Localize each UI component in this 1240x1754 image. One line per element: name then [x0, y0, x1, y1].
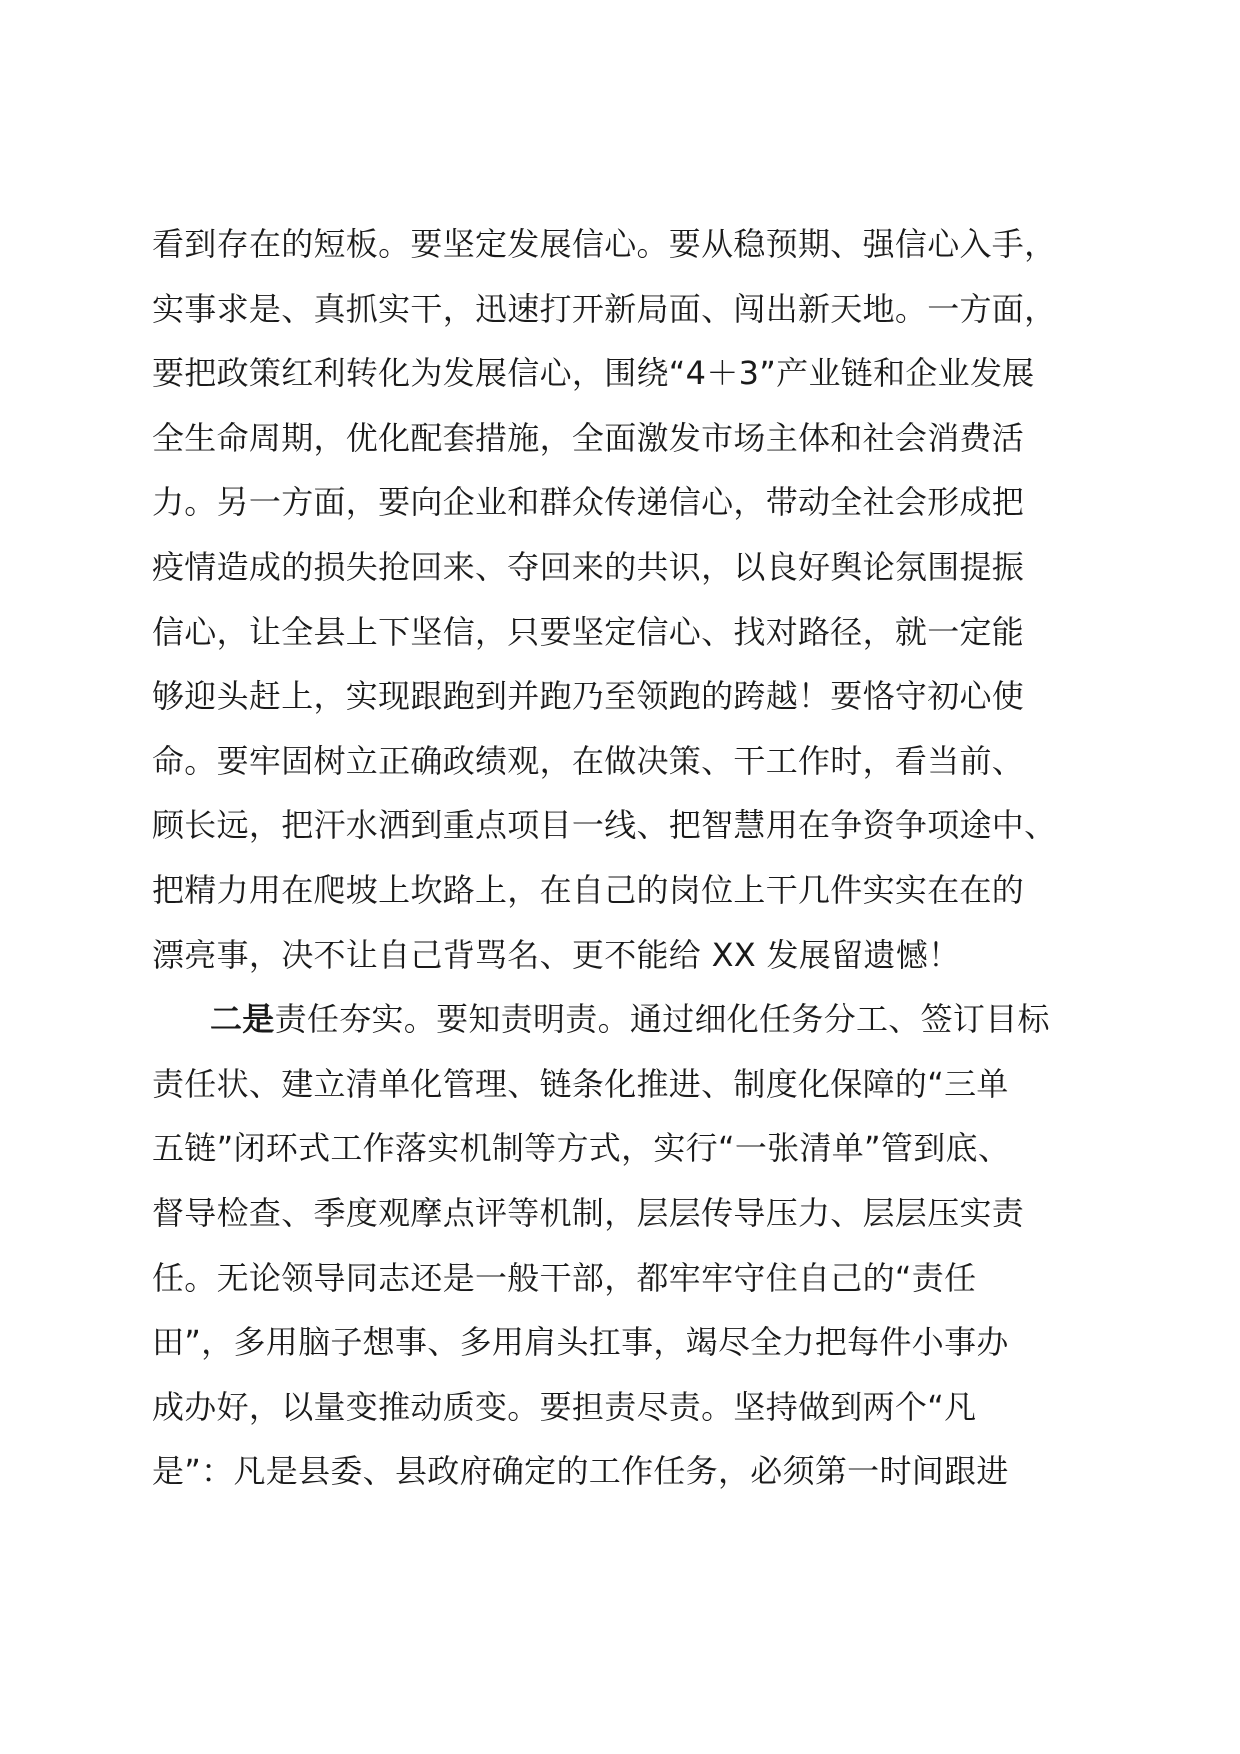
text-line: 疫情造成的损失抢回来、夺回来的共识，以良好舆论氛围提振	[152, 547, 1025, 586]
text-line: 命。要牢固树立正确政绩观，在做决策、干工作时，看当前、	[152, 741, 1025, 780]
text-line: 够迎头赶上，实现跟跑到并跑乃至领跑的跨越！要恪守初心使	[152, 677, 1025, 716]
text-line: 顾长远，把汗水洒到重点项目一线、把智慧用在争资争项途中、	[152, 806, 1057, 845]
text-line: 任。无论领导同志还是一般干部，都牢牢守住自己的“责任	[152, 1258, 977, 1297]
text-line: 是”：凡是县委、县政府确定的工作任务，必须第一时间跟进	[152, 1452, 1009, 1491]
text-line: 田”，多用脑子想事、多用肩头扛事，竭尽全力把每件小事办	[152, 1323, 1009, 1362]
paragraph-1	[152, 212, 1112, 987]
section-lead: 二是	[210, 1000, 275, 1039]
text-line: 信心，让全县上下坚信，只要坚定信心、找对路径，就一定能	[152, 612, 1025, 651]
text-line: 全生命周期，优化配套措施，全面激发市场主体和社会消费活	[152, 418, 1025, 457]
section-lead-rest: 责任夯实。要知责明责。通过细化任务分工、签订目标	[274, 1000, 1050, 1039]
text-line: 实事求是、真抓实干，迅速打开新局面、闯出新天地。一方面，	[152, 289, 1057, 328]
text-line: 漂亮事，决不让自己背骂名、更不能给 XX 发展留遗憾！	[152, 935, 961, 974]
document-body	[152, 212, 1112, 1504]
paragraph-2	[152, 987, 1112, 1504]
text-line: 督导检查、季度观摩点评等机制，层层传导压力、层层压实责	[152, 1193, 1025, 1232]
text-line: 责任状、建立清单化管理、链条化推进、制度化保障的“三单	[152, 1064, 1009, 1103]
text-line-first	[152, 987, 1112, 1052]
text-line: 力。另一方面，要向企业和群众传递信心，带动全社会形成把	[152, 483, 1025, 522]
text-line: 五链”闭环式工作落实机制等方式，实行“一张清单”管到底、	[152, 1129, 1011, 1168]
text-line: 要把政策红利转化为发展信心，围绕“4＋3”产业链和企业发展	[152, 354, 1035, 393]
text-line: 成办好，以量变推动质变。要担责尽责。坚持做到两个“凡	[152, 1387, 977, 1426]
text-line: 看到存在的短板。要坚定发展信心。要从稳预期、强信心入手，	[152, 225, 1057, 263]
text-line: 把精力用在爬坡上坎路上，在自己的岗位上干几件实实在在的	[152, 870, 1025, 909]
